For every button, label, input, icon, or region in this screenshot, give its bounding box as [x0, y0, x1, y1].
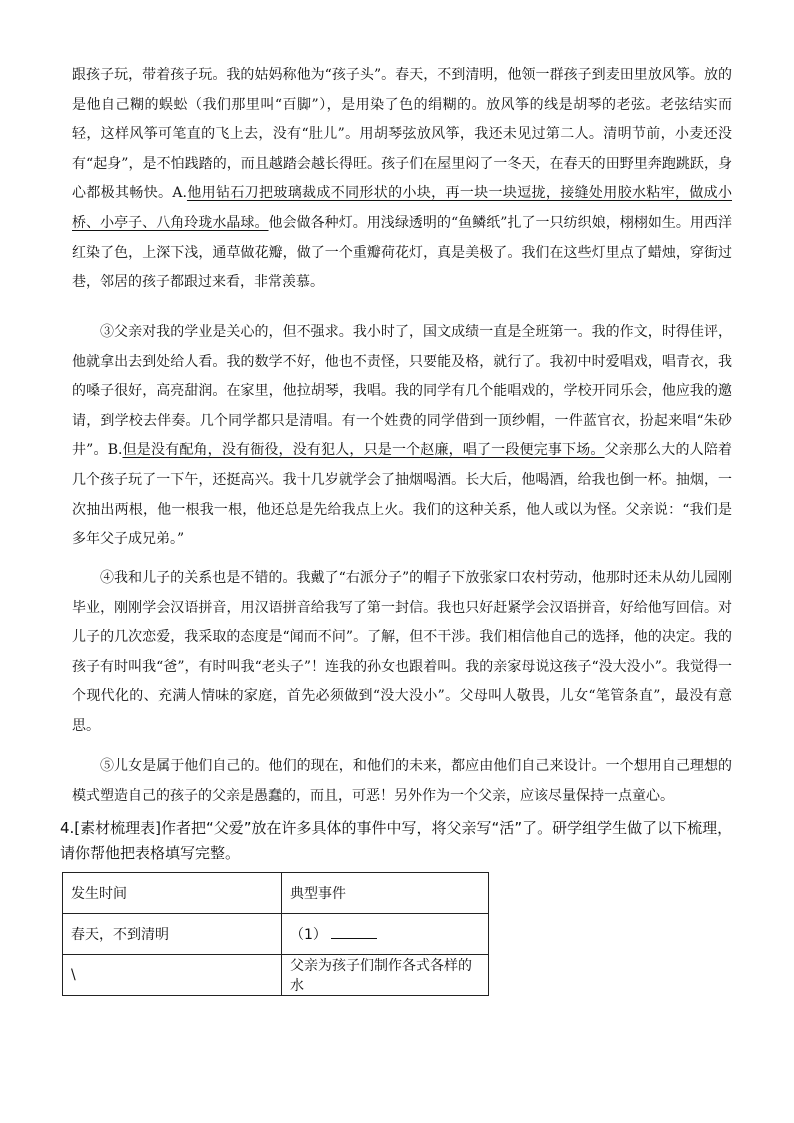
paragraph-4: ④我和儿子的关系也是不错的。我戴了“右派分子”的帽子下放张家口农村劳动，他那时还未从幼儿园刚毕业，刚刚学会汉语拼音，用汉语拼音给我写了第一封信。我也只好赶紧学会汉语拼音，好给他写回信。对儿子的几次恋爱，我采取的态度是“闻而不问”。了解，但不干涉。我们相信他自己的选择，他的决定。我的孩子有时叫我“爸”，有时叫我“老头子”！连我的孙女也跟着叫。我的亲家母说这孩子“没大没小”。我觉得一个现代化的、充满人情味的家庭，首先必须做到“没大没小”。父母叫人敬畏，儿女“笔管条直”，最没有意思。	[72, 570, 732, 734]
table-header-row	[63, 873, 489, 914]
p2-text-post: 他会做各种灯。用浅绿透明的“鱼鳞纸”扎了一只纺织娘，栩栩如生。用西洋红染了色，上深下浅，通草做花瓣，做了一个重瓣荷花灯，真是美极了。我们在这些灯里点了蜡烛，穿街过巷，邻居的孩子都跟过来看，非常羡慕。	[72, 214, 733, 291]
table-cell-time: \	[63, 955, 282, 996]
table-cell-event-blank[interactable]	[282, 914, 489, 955]
table-cell-time: 春天，不到清明	[63, 914, 282, 955]
p2-text-pre: 跟孩子玩，带着孩子玩。我的姑妈称他为“孩子头”。春天，不到清明，他领一群孩子到麦田里放风筝。放的是他自己糊的蜈蚣（我们那里叫“百脚”），是用染了色的绢糊的。放风筝的线是胡琴的老弦。老弦结实而轻，这样风筝可笔直的飞上去，没有“肚儿”。用胡琴弦放风筝，我还未见过第二人。清明节前，小麦还没有“起身”，是不怕践踏的，而且越踏会越长得旺。孩子们在屋里闷了一冬天，在春天的田野里奔跑跳跃，身心都极其畅快。	[72, 67, 732, 202]
p3-text-pre: ③父亲对我的学业是关心的，但不强求。我小时了，国文成绩一直是全班第一。我的作文，时得佳评，他就拿出去到处给人看。我的数学不好，他也不责怪，只要能及格，就行了。我初中时爱唱戏，唱青衣，我的嗓子很好，高亮甜润。在家里，他拉胡琴，我唱。我的同学有几个能唱戏的，学校开同乐会，他应我的邀请，到学校去伴奏。几个同学都只是清唱。有一个姓费的同学借到一顶纱帽，一件蓝官衣，扮起来唱“朱砂井”。	[72, 324, 732, 459]
table-header-event: 典型事件	[282, 873, 489, 914]
question-4: 4.[素材梳理表]作者把“父爱”放在许多具体的事件中写，将父亲写“活”了。研学组学生做了以下梳理，请你帮他把表格填写完整。	[60, 819, 733, 862]
table-row	[63, 955, 489, 996]
underlined-sentence-b: 但是没有配角，没有衙役，没有犯人，只是一个赵廉，唱了一段便完事下场。	[122, 442, 605, 459]
table-header-time: 发生时间	[63, 873, 282, 914]
summary-table	[62, 872, 489, 996]
underlined-sentence-a: 他用钻石刀把玻璃裁成不同形状的小块，再一块一块逗拢，接缝处用胶水粘牢，做成小桥、小亭子、八角玲珑水晶球。	[72, 185, 733, 231]
table-row	[63, 914, 489, 955]
label-a: A.	[172, 185, 187, 202]
paragraph-5: ⑤儿女是属于他们自己的。他们的现在，和他们的未来，都应由他们自己来设计。一个想用自己理想的模式塑造自己的孩子的父亲是愚蠢的，而且，可恶！另外作为一个父亲，应该尽量保持一点童心。	[72, 758, 732, 804]
answer-blank-line[interactable]	[331, 926, 377, 939]
table-cell-event: 父亲为孩子们制作各式各样的水	[282, 955, 489, 996]
p3-text-post: 父亲那么大的人陪着几个孩子玩了一下午，还挺高兴。我十几岁就学会了抽烟喝酒。长大后，他喝酒，给我也倒一杯。抽烟，一次抽出两根，他一根我一根，他还总是先给我点上火。我们的这种关系，他人或以为怪。父亲说：“我们是多年父子成兄弟。”	[72, 442, 732, 548]
blank-number: （1）	[290, 927, 327, 943]
label-b: B.	[107, 442, 123, 459]
paragraph-2	[72, 61, 732, 298]
paragraph-3	[72, 318, 732, 555]
